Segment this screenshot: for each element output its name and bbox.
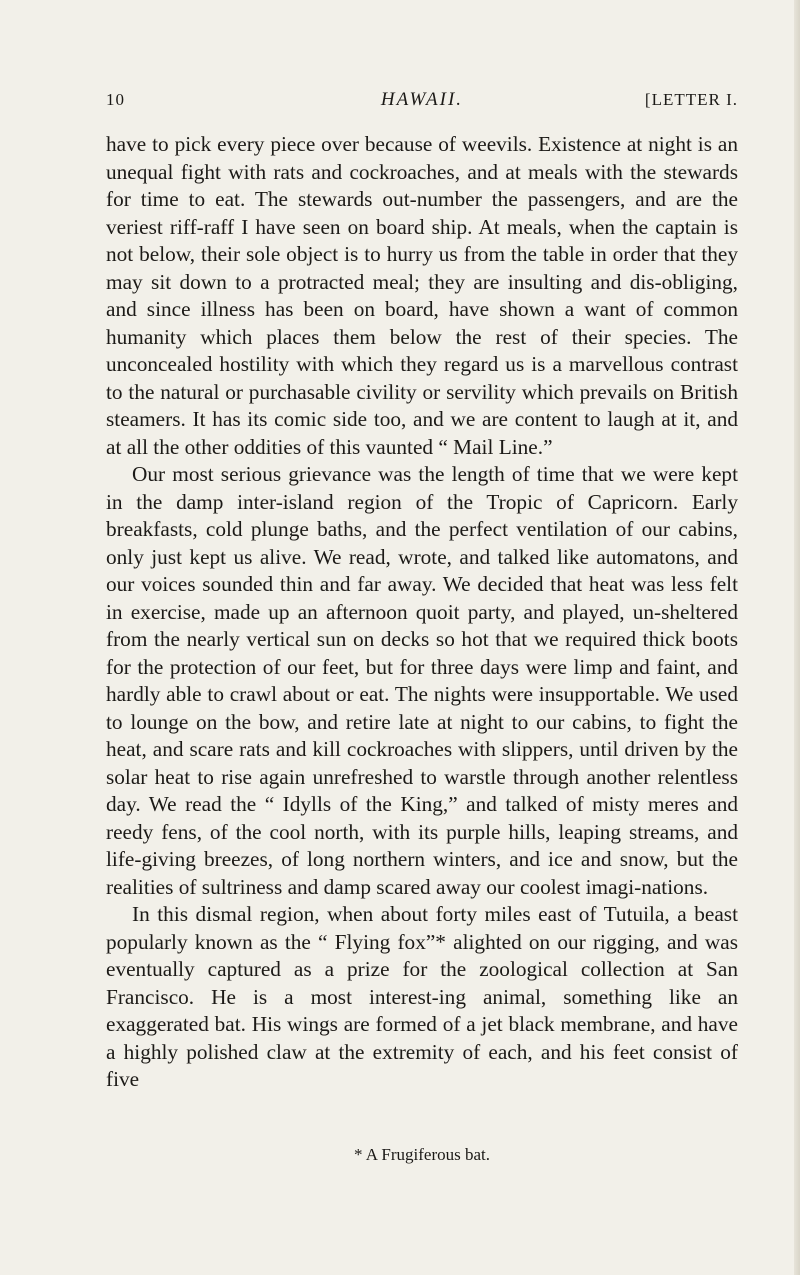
letter-reference: [LETTER I. bbox=[644, 90, 738, 109]
paragraph-2: Our most serious grievance was the length of time that we were kept in the damp inter-island region of the Tropic of Capricorn. Early breakfasts, cold plunge baths, and the perfect ventilation of our cabins, only just kept us alive. We read, wrote, and talked like automatons, and our voices sounded thin and far away. We decided that heat was less felt in exercise, made up an afternoon quoit party, and played, un-sheltered from the nearly vertical sun on decks so hot that we required thick boots for the protection of our feet, but for three days were limp and faint, and hardly able to crawl about or eat. The nights were insupportable. We used to lounge on the bow, and retire late at night to our cabins, to fight the heat, and scare rats and kill cockroaches with slippers, until driven by the solar heat to rise again unrefreshed to warstle through another relentless day. We read the “ Idylls of the King,” and talked of misty meres and reedy fens, of the cool north, with its purple hills, leaping streams, and life-giving breezes, of long northern winters, and ice and snow, but the realities of sultriness and damp scared away our coolest imagi-nations. bbox=[106, 462, 738, 899]
page-number: 10 bbox=[106, 90, 125, 109]
paragraph-3: In this dismal region, when about forty miles east of Tutuila, a beast popularly known as the “ Flying fox”* alighted on our rigging, and was eventually captured as a prize for the zoological collection at San Francisco. He is a most interest-ing animal, something like an exaggerated bat. His wings are formed of a jet black membrane, and have a highly polished claw at the extremity of each, and his feet consist of five bbox=[106, 902, 738, 1091]
running-title: HAWAII. bbox=[380, 89, 464, 110]
page-edge bbox=[794, 0, 800, 1275]
body-text bbox=[106, 131, 738, 1094]
paragraph-1: have to pick every piece over because of weevils. Existence at night is an unequal fight with rats and cockroaches, and at meals with the stewards for time to eat. The stewards out-number the passengers, and are the veriest riff-raff I have seen on board ship. At meals, when the captain is not below, their sole object is to hurry us from the table in order that they may sit down to a protracted meal; they are insulting and dis-obliging, and since illness has been on board, have shown a want of common humanity which places them below the rest of their species. The unconcealed hostility with which they regard us is a marvellous contrast to the natural or purchasable civility or servility which prevails on British steamers. It has its comic side too, and we are content to laugh at it, and at all the other oddities of this vaunted “ Mail Line.” bbox=[106, 132, 738, 459]
footnote: * A Frugiferous bat. bbox=[354, 1145, 490, 1164]
running-head bbox=[106, 88, 738, 112]
